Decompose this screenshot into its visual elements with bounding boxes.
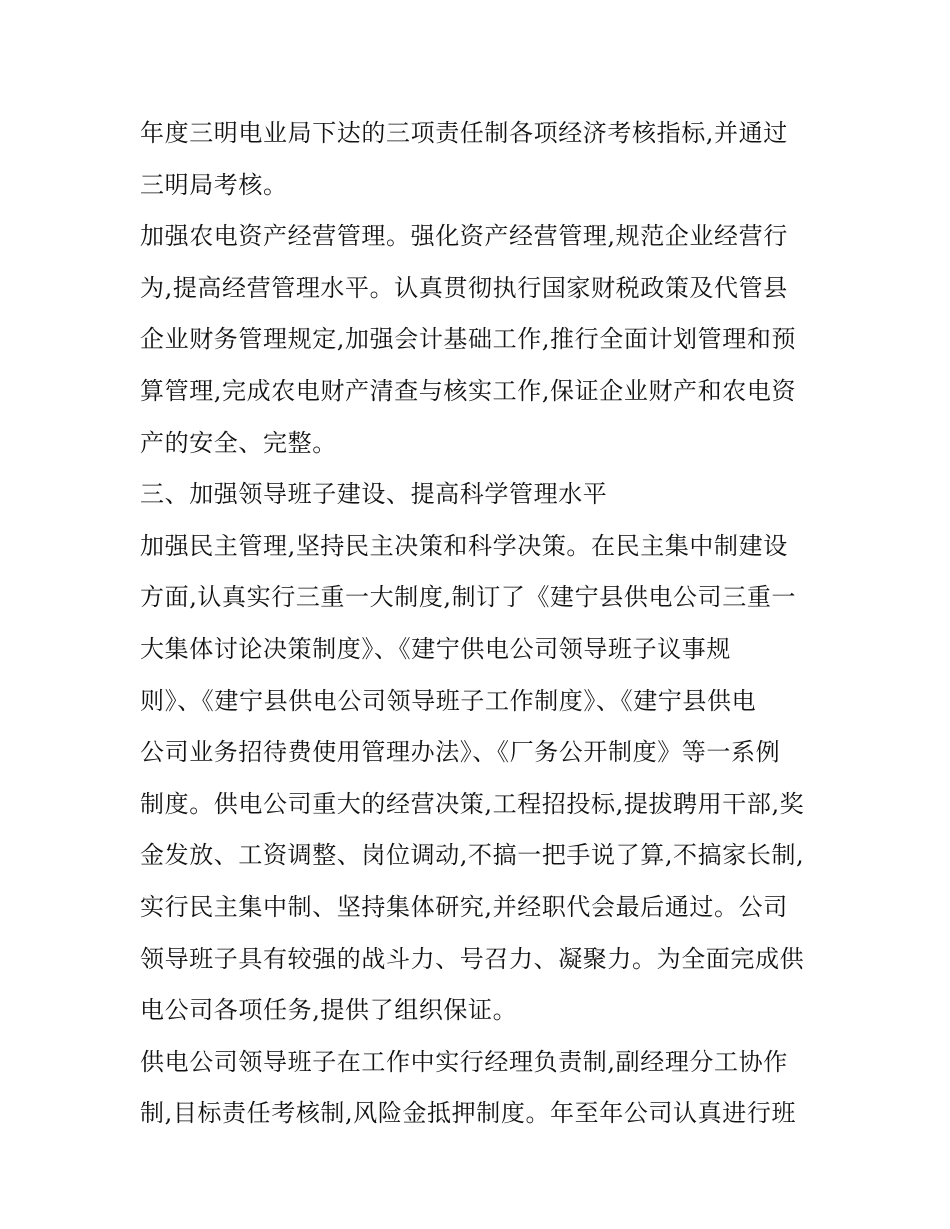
text-line: 供电公司领导班子在工作中实行经理负责制,副经理分工协作 [140,1047,788,1076]
text-line: 制度。供电公司重大的经营决策,工程招投标,提拔聘用干部,奖 [140,789,805,818]
text-line: 制,目标责任考核制,风险金抵押制度。年至年公司认真进行班 [140,1099,797,1128]
text-line: 年度三明电业局下达的三项责任制各项经济考核指标,并通过 [140,119,788,147]
text-line: 领导班子具有较强的战斗力、号召力、凝聚力。为全面完成供 [140,944,805,973]
text-line: 方面,认真实行三重一大制度,制订了《建宁县供电公司三重一 [140,583,797,612]
text-line: 则》、《建宁县供电公司领导班子工作制度》、《建宁县供电 [140,686,757,715]
text-line: 金发放、工资调整、岗位调动,不搞一把手说了算,不搞家长制, [140,841,805,870]
text-line: 产的安全、完整。 [140,428,337,457]
text-line: 加强民主管理,坚持民主决策和科学决策。在民主集中制建设 [140,531,788,560]
text-line: 加强农电资产经营管理。强化资产经营管理,规范企业经营行 [140,222,788,251]
text-line: 公司业务招待费使用管理办法》、《厂务公开制度》等一系例 [140,738,781,767]
text-line: 电公司各项任务,提供了组织保证。 [140,996,518,1025]
text-line: 三明局考核。 [140,170,288,199]
section-heading: 三、加强领导班子建设、提高科学管理水平 [140,480,608,509]
text-line: 算管理,完成农电财产清查与核实工作,保证企业财产和农电资 [140,376,797,405]
text-line: 实行民主集中制、坚持集体研究,并经职代会最后通过。公司 [140,892,788,921]
text-line: 大集体讨论决策制度》、《建宁供电公司领导班子议事规 [140,634,731,663]
text-line: 企业财务管理规定,加强会计基础工作,推行全面计划管理和预 [140,325,797,354]
document-body [140,108,830,1140]
text-line: 为,提高经营管理水平。认真贯彻执行国家财税政策及代管县 [140,273,788,302]
